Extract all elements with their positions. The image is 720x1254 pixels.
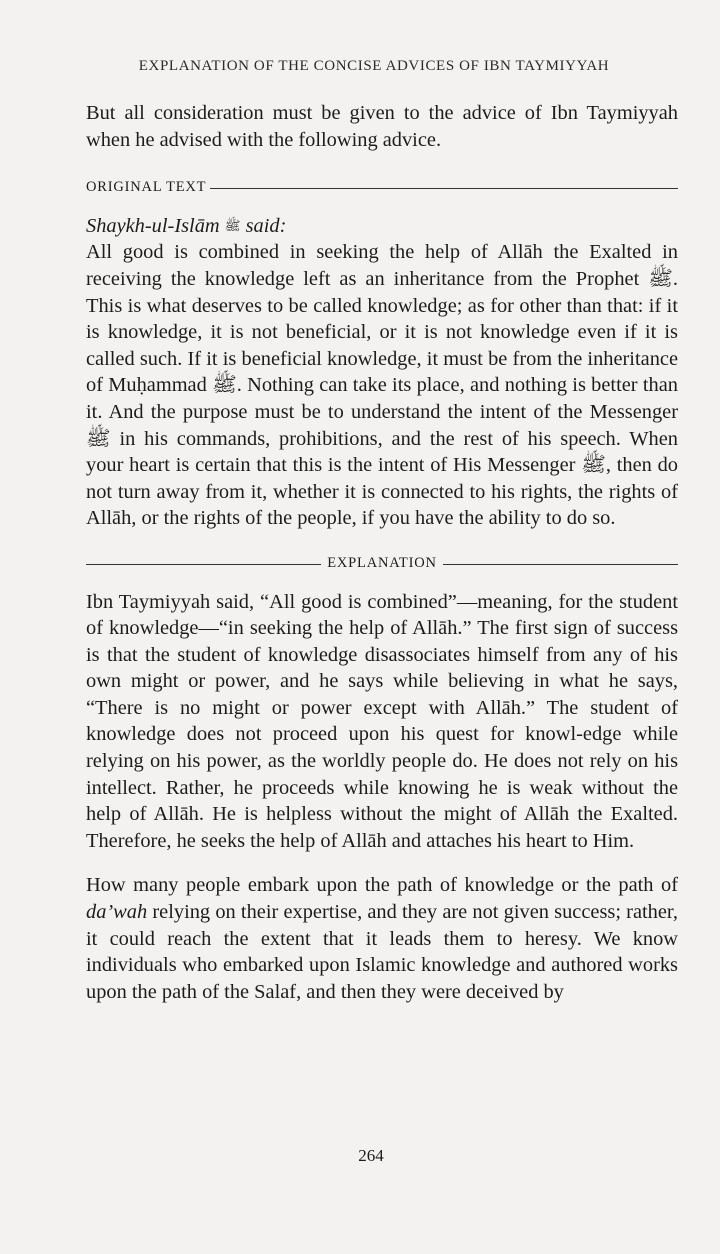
dawah-term: da’wah — [86, 901, 148, 924]
original-text-body: All good is combined in seeking the help of Allāh the Exalted in receiving the knowledge left as an inheritance from the Prophet ﷺ. This is what deserves to be called knowledge; as for other than that: if it is knowledge, it is not beneficial, or it is not knowledge even if it is called such. If it is beneficial knowledge, it must be from the inheritance of Muḥammad ﷺ. Nothing can take its place, and nothing is better than it. And the purpose must be to understand the intent of the Messenger ﷺ in his commands, prohibitions, and the rest of his speech. When your heart is certain that this is the intent of His Messenger ﷺ, then do not turn away from it, whether it is connected to his rights, the rights of Allāh, or the rights of the people, if you have the ability to do so. — [86, 241, 678, 530]
paragraph-2-start: How many people embark upon the path of knowledge or the path of — [86, 874, 678, 897]
explanation-label: EXPLANATION — [327, 554, 437, 571]
running-header: EXPLANATION OF THE CONCISE ADVICES OF IBN TAYMIYYAH — [138, 58, 610, 74]
page-number: 264 — [358, 1146, 384, 1165]
attribution-line — [86, 213, 678, 240]
heading-rule-right — [443, 564, 678, 565]
explanation-heading — [86, 550, 678, 577]
honorific-glyph: ﷺ — [224, 217, 241, 233]
paragraph-spacer — [86, 854, 678, 872]
heading-rule-left — [86, 564, 321, 565]
original-text-label: ORIGINAL TEXT — [86, 179, 207, 196]
original-text-heading — [86, 174, 678, 201]
explanation-paragraph-2 — [86, 872, 678, 1005]
heading-rule — [210, 188, 678, 189]
explanation-paragraph-1: Ibn Taymiyyah said, “All good is combined”—meaning, for the student of knowledge—“in seeking the help of Allāh.” The first sign of success is that the student of knowledge disassociates himself from any of his own might or power, and he says while believing in what he says, “There is no might or power except with Allāh.” The student of knowledge does not proceed upon his quest for knowl-edge while relying on his power, as the worldly people do. He does not rely on his intellect. Rather, he proceeds while knowing he is weak without the help of Allāh. He is helpless without the might of Allāh the Exalted. Therefore, he seeks the help of Allāh and attaches his heart to Him. — [86, 590, 678, 852]
attribution-name: Shaykh-ul-Islām — [86, 214, 220, 237]
paragraph-2-rest: relying on their expertise, and they are not given success; rather, it could reach the extent that it leads them to heresy. We know individuals who embarked upon Islamic knowledge and authored works upon the path of the Salaf, and then they were deceived by — [86, 901, 678, 1003]
intro-paragraph: But all consideration must be given to the advice of Ibn Taymiyyah when he advised with the following advice. — [86, 102, 678, 151]
attribution-said: said: — [245, 214, 287, 237]
page-body — [86, 100, 678, 1005]
